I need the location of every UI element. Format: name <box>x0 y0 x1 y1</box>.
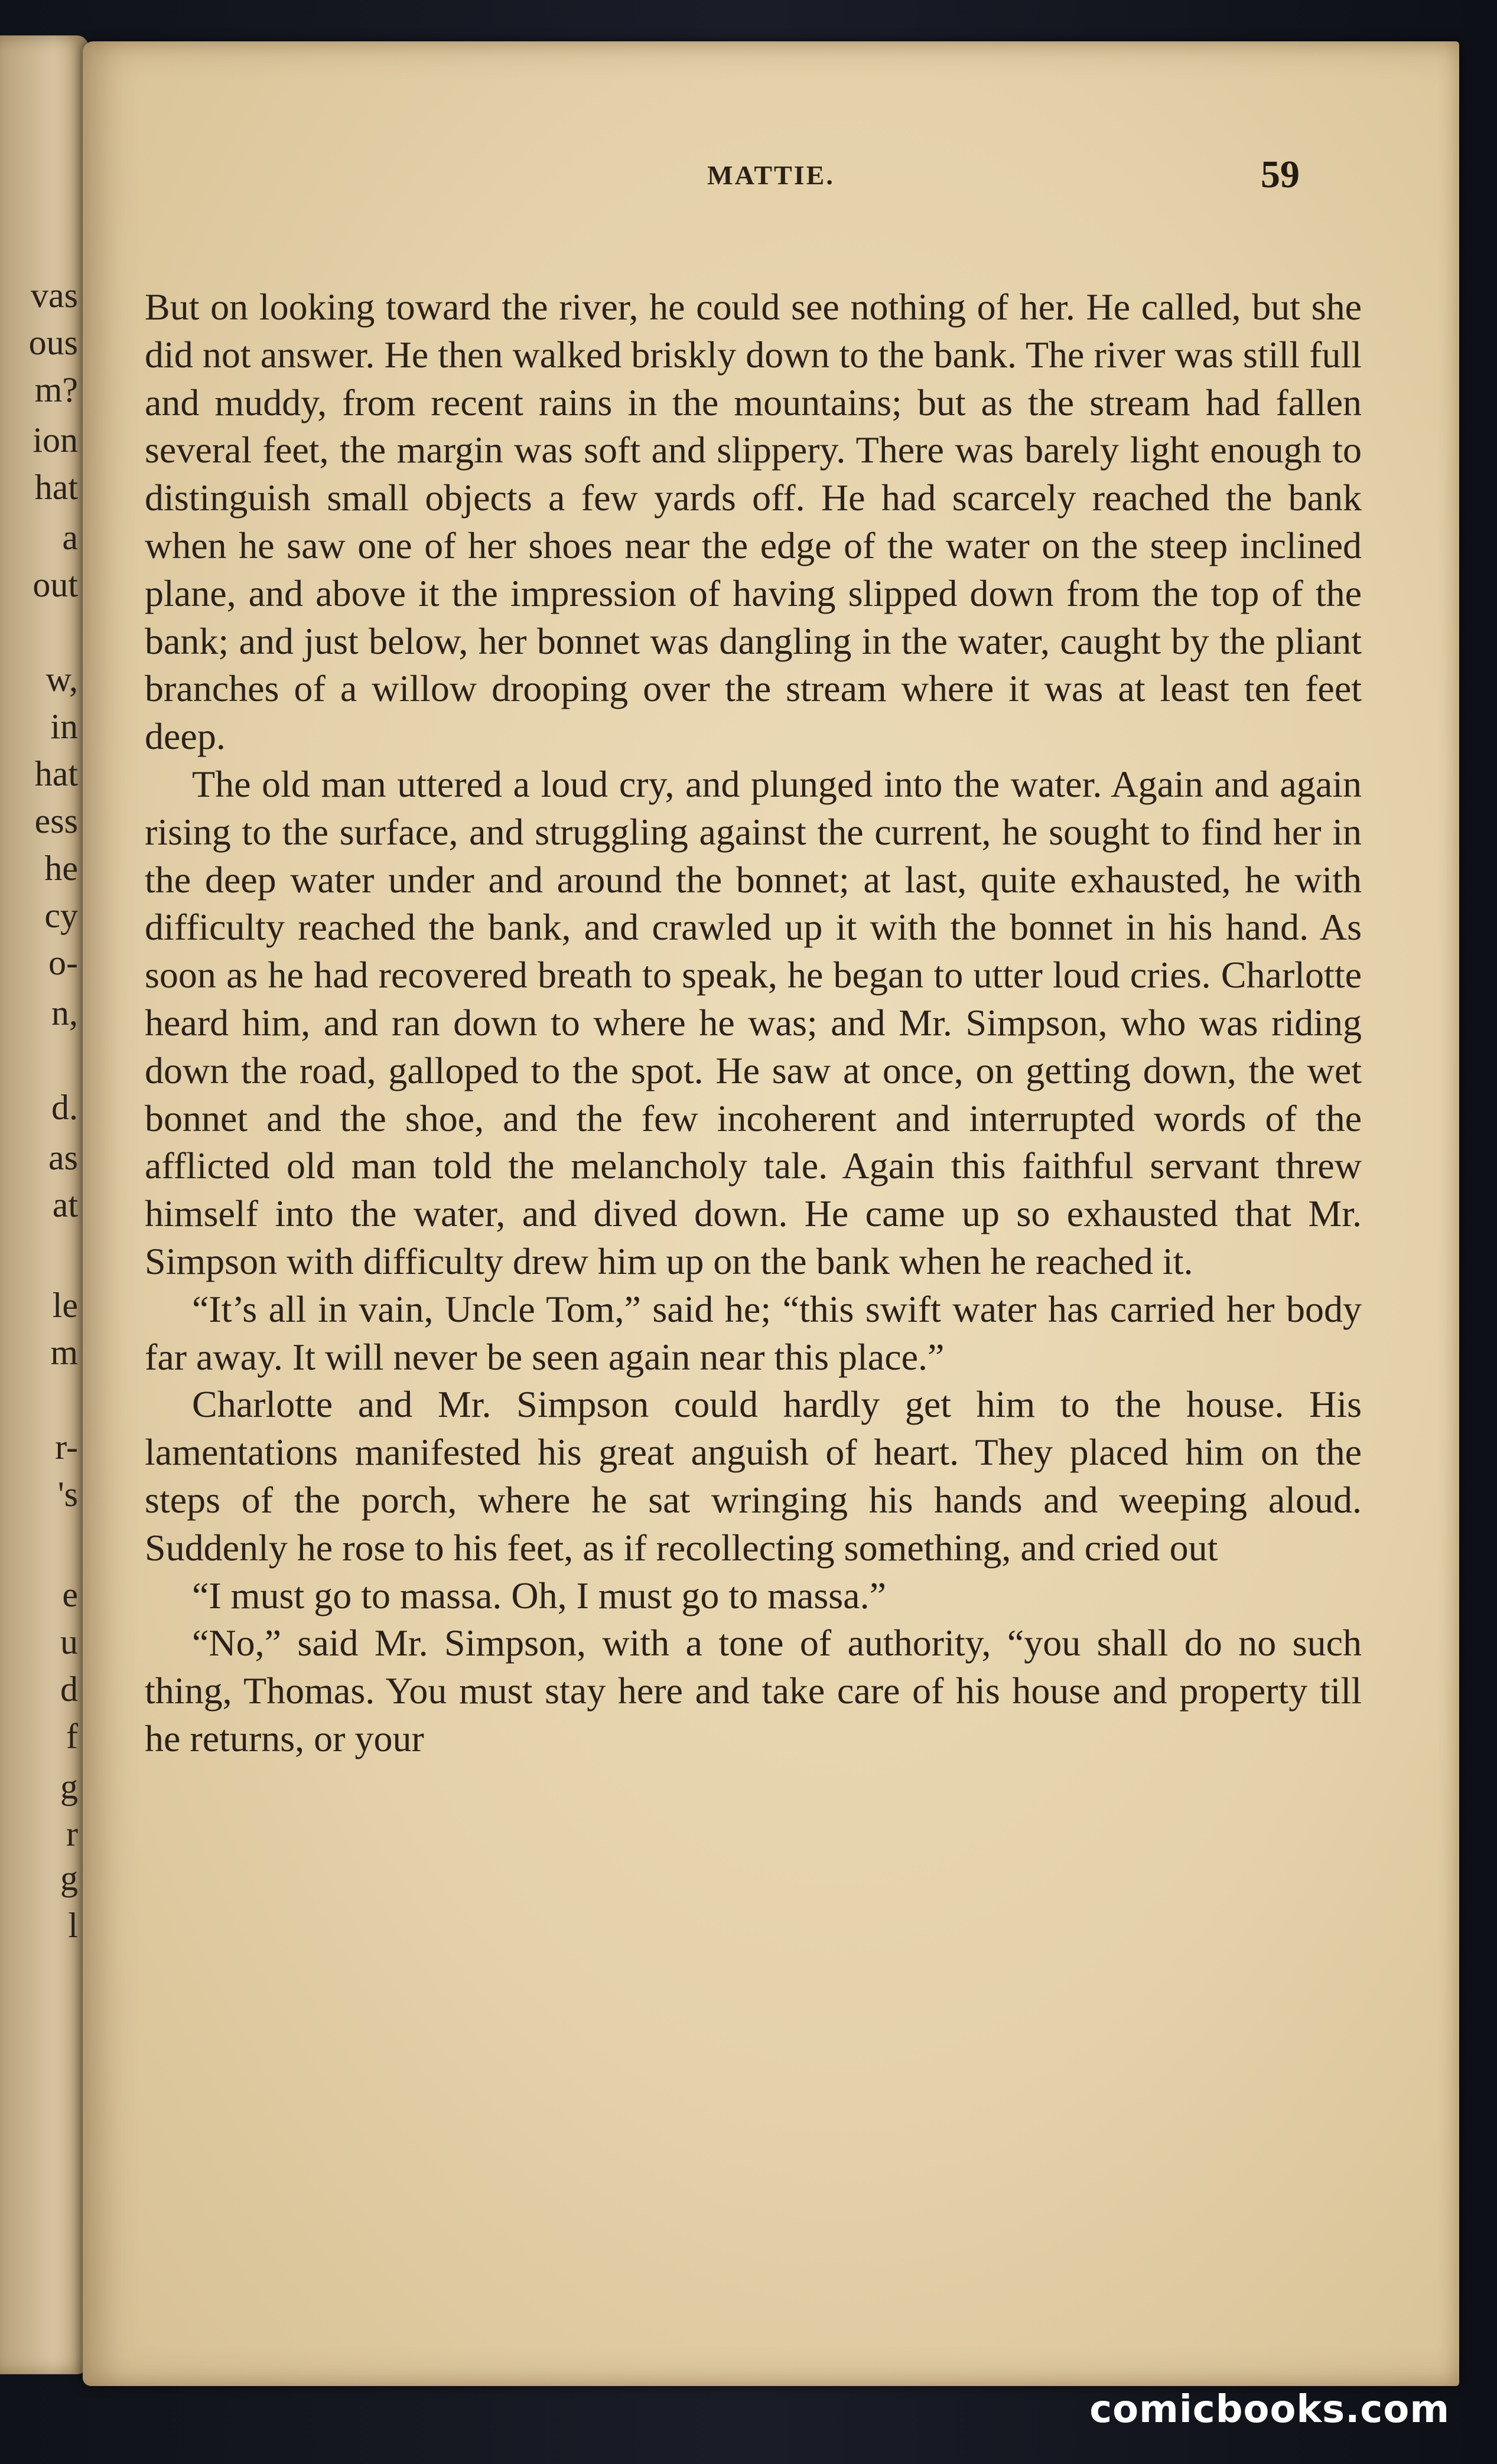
facing-page-fragment: u <box>60 1622 78 1661</box>
facing-page-fragment: le <box>52 1286 78 1325</box>
facing-page-fragment: d <box>60 1670 78 1709</box>
facing-page-fragment: o- <box>48 943 78 982</box>
paragraph: “No,” said Mr. Simpson, with a tone of authority, “you shall do no such thing, Thomas. You must stay here and take care of his house and property till he returns, or your <box>145 1622 1362 1759</box>
facing-page-edge <box>0 35 89 2374</box>
watermark: comicbooks.com <box>1089 2388 1450 2432</box>
facing-page-fragment: ous <box>28 323 78 362</box>
facing-page-fragment: e <box>62 1575 78 1614</box>
paragraph: “It’s all in vain, Uncle Tom,” said he; “this swift water has carried her body far away. It will never be seen again near this place.” <box>145 1288 1362 1378</box>
facing-page-fragment: ess <box>34 801 78 840</box>
facing-page-fragment: hat <box>34 754 78 793</box>
facing-page-fragment: f <box>66 1717 78 1756</box>
facing-page-fragment: r- <box>55 1427 78 1466</box>
page-number: 59 <box>1261 153 1300 196</box>
facing-page-fragment: r <box>66 1814 78 1853</box>
paragraph: The old man uttered a loud cry, and plunged into the water. Again and again rising to the surface, and struggling against the current, he sought to find her in the deep water under and around the bonnet; at last, quite exhausted, he with difficulty reached the bank, and crawled up it with the bonnet in his hand. As soon as he had recovered breath to speak, he began to utter loud cries. Charlotte heard him, and ran down to where he was; and Mr. Simpson, who was riding down the road, galloped to the spot. He saw at once, on getting down, the wet bonnet and the shoe, and the few incoherent and interrupted words of the afflicted old man told the melancholy tale. Again this faithful servant threw himself into the water, and dived down. He came up so exhausted that Mr. Simpson with difficulty drew him up on the bank when he reached it. <box>145 762 1362 1282</box>
facing-page-fragment: he <box>44 849 78 888</box>
paragraph: “I must go to massa. Oh, I must go to massa.” <box>192 1574 886 1616</box>
facing-page-fragment: n, <box>51 993 78 1032</box>
facing-page-fragment: ion <box>32 421 78 459</box>
paragraph: Charlotte and Mr. Simpson could hardly get him to the house. His lamentations manifested his great anguish of heart. They placed him on the steps of the porch, where he sat wringing his hands and weeping aloud. Suddenly he rose to his feet, as if recollecting something, and cried out <box>145 1383 1362 1569</box>
facing-page-fragment: out <box>32 565 78 604</box>
facing-page-fragment: at <box>52 1185 78 1224</box>
facing-page-fragment: in <box>50 707 78 746</box>
facing-page-fragment: 's <box>57 1475 78 1514</box>
running-head: MATTIE. <box>707 160 835 190</box>
facing-page-fragment: g <box>60 1767 78 1806</box>
facing-page-fragment: as <box>48 1138 78 1177</box>
facing-page-fragment: g <box>60 1859 78 1898</box>
facing-page-fragment: l <box>68 1906 78 1945</box>
facing-page-fragment: w, <box>45 660 78 699</box>
paragraph: But on looking toward the river, he could see nothing of her. He called, but she did not answer. He then walked briskly down to the bank. The river was still full and muddy, from recent rains in the mountains; but as the stream had fallen several feet, the margin was soft and slippery. There was barely light enough to distinguish small objects a few yards off. He had scarcely reached the bank when he saw one of her shoes near the edge of the water on the steep inclined plane, and above it the impression of having slipped down from the top of the bank; and just below, her bonnet was dangling in the water, caught by the pliant branches of a willow drooping over the stream where it was at least ten feet deep. <box>145 286 1362 758</box>
facing-page-fragment: a <box>62 518 78 557</box>
facing-page-fragment: vas <box>31 276 78 315</box>
facing-page-fragment: d. <box>51 1088 78 1127</box>
book-page <box>83 41 1459 2386</box>
facing-page-fragment: hat <box>34 468 78 507</box>
facing-page-fragment: m <box>50 1333 78 1372</box>
facing-page-fragment: cy <box>44 896 78 935</box>
facing-page-fragment: m? <box>34 370 78 409</box>
body-text <box>145 283 1362 1763</box>
